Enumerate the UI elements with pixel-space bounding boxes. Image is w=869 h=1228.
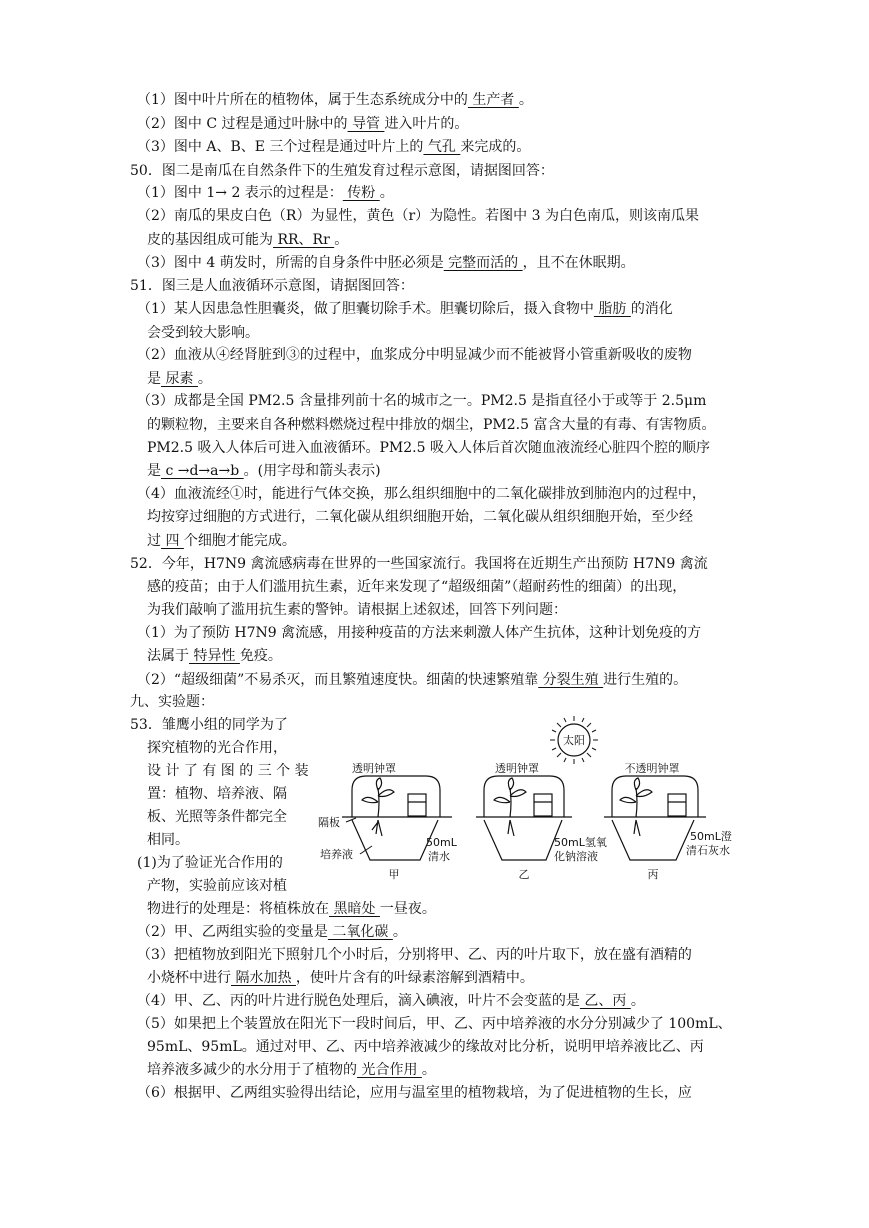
text-line bbox=[147, 576, 686, 598]
text-segment: 的消化 bbox=[630, 301, 673, 317]
text-segment: 九、实验题： bbox=[130, 694, 214, 710]
sun-label: 太阳 bbox=[563, 734, 585, 747]
text-segment: （3）图中 4 萌发时，所需的自身条件中胚必须是 bbox=[137, 255, 444, 271]
text-line bbox=[147, 1036, 704, 1058]
cover-label-bing: 不透明钟罩 bbox=[624, 762, 680, 775]
text-segment: （2）血液从④经肾脏到③的过程中，血浆成分中明显减少而不能被肾小管重新吸收的废物 bbox=[137, 347, 692, 363]
text-line bbox=[137, 136, 530, 158]
text-segment: 。 bbox=[518, 92, 533, 108]
text-segment: 一昼夜。 bbox=[379, 901, 436, 917]
text-line bbox=[147, 898, 436, 920]
text-line bbox=[137, 113, 468, 135]
text-segment: 。 bbox=[334, 232, 349, 248]
answer-blank: 四 bbox=[161, 533, 184, 549]
answer-blank: 导管 bbox=[347, 116, 385, 132]
text-line bbox=[147, 322, 259, 344]
text-segment: 物进行的处理是：将植株放在 bbox=[147, 901, 329, 917]
text-segment: 设 计 了 有 图 的 三 个 装 bbox=[147, 763, 309, 779]
text-segment: （1）图中叶片所在的植物体，属于生态系统成分中的 bbox=[137, 92, 468, 108]
text-line bbox=[137, 182, 394, 204]
text-line bbox=[147, 875, 287, 897]
text-segment: （1）为了预防 H7N9 禽流感，用接种疫苗的方法来刺激人体产生抗体，这种计划免疫的方 bbox=[137, 625, 702, 641]
text-line bbox=[137, 344, 692, 366]
text-segment: 小烧杯中进行 bbox=[147, 970, 231, 986]
text-line bbox=[130, 160, 554, 182]
text-segment: 53．雏鹰小组的同学为了 bbox=[130, 717, 288, 733]
text-line bbox=[137, 990, 645, 1012]
answer-blank: 气孔 bbox=[423, 139, 461, 155]
group-label-jia: 甲 bbox=[388, 868, 400, 881]
text-line bbox=[147, 1059, 436, 1081]
text-segment: 个细胞才能完成。 bbox=[183, 533, 296, 549]
text-line bbox=[147, 829, 189, 851]
text-segment: 进行生殖的。 bbox=[603, 672, 688, 688]
text-segment: （3）图中 A、B、E 三个过程是通过叶片上的 bbox=[137, 139, 424, 155]
text-line bbox=[147, 645, 282, 667]
text-line bbox=[147, 806, 287, 828]
text-segment: （4）血液流经①时，能进行气体交换，那么组织细胞中的二氧化碳排放到肺泡内的过程中， bbox=[137, 486, 706, 502]
text-segment: （5）如果把上个装置放在阳光下一段时间后，甲、乙、丙中培养液的水分分别减少了 100mL、 bbox=[137, 1016, 732, 1032]
cover-label-yi: 透明钟罩 bbox=[495, 762, 539, 775]
text-line bbox=[147, 530, 296, 552]
text-segment: （1）某人因患急性胆囊炎，做了胆囊切除手术。胆囊切除后，摄入食物中 bbox=[137, 301, 594, 317]
text-segment: 探究植物的光合作用， bbox=[147, 740, 287, 756]
text-segment: 过 bbox=[147, 533, 161, 549]
answer-blank: 黑暗处 bbox=[329, 901, 380, 917]
text-segment: （2）甲、乙两组实验的变量是 bbox=[137, 924, 328, 940]
text-line bbox=[147, 506, 693, 528]
text-line bbox=[147, 737, 287, 759]
text-segment: （1）图中 1→ 2 表示的过程是： bbox=[137, 185, 343, 201]
group-label-yi: 乙 bbox=[518, 868, 530, 881]
text-line bbox=[147, 967, 534, 989]
answer-blank: 特异性 bbox=[189, 648, 240, 664]
text-segment: （6）根据甲、乙两组实验得出结论，应用与温室里的植物栽培，为了促进植物的生长，应 bbox=[137, 1085, 692, 1101]
text-line bbox=[137, 205, 699, 227]
text-line bbox=[147, 437, 710, 459]
text-segment: 51．图三是人血液循环示意图，请据图回答： bbox=[130, 278, 414, 294]
text-segment: 是 bbox=[147, 371, 161, 387]
text-segment: 培养液多减少的水分用于了植物的 bbox=[147, 1062, 357, 1078]
text-line bbox=[137, 298, 673, 320]
liquid-label-yi-2: 化钠溶液 bbox=[554, 850, 598, 863]
text-segment: 板、光照等条件都完全 bbox=[147, 809, 287, 825]
text-line bbox=[137, 1013, 732, 1035]
text-line bbox=[137, 622, 701, 644]
experiment-figure bbox=[312, 712, 752, 882]
text-segment: (1)为了验证光合作用的 bbox=[137, 855, 283, 871]
text-segment: （3）把植物放到阳光下照射几个小时后，分别将甲、乙、丙的叶片取下，放在盛有酒精的 bbox=[137, 947, 692, 963]
text-segment: 95mL、95mL。通过对甲、乙、丙中培养液减少的缘故对比分析，说明甲培养液比乙、丙 bbox=[147, 1039, 704, 1055]
text-segment: 为我们敲响了滥用抗生素的警钟。请根据上述叙述，回答下列问题： bbox=[147, 602, 567, 618]
text-segment: 50．图二是南瓜在自然条件下的生殖发育过程示意图，请据图回答： bbox=[130, 163, 554, 179]
answer-blank: 分裂生殖 bbox=[538, 672, 604, 688]
text-segment: 法属于 bbox=[147, 648, 189, 664]
text-segment: ，且不在休眠期。 bbox=[522, 255, 635, 271]
answer-blank: 隔水加热 bbox=[231, 970, 296, 986]
text-line bbox=[137, 944, 692, 966]
text-line bbox=[147, 368, 212, 390]
cover-label-jia: 透明钟罩 bbox=[352, 762, 396, 775]
text-segment: （3）成都是全国 PM2.5 含量排列前十名的城市之一。PM2.5 是指直径小于或等于 2.5μm bbox=[137, 393, 707, 409]
text-line bbox=[147, 599, 567, 621]
text-segment: （2）南瓜的果皮白色（R）为显性，黄色（r）为隐性。若图中 3 为白色南瓜，则该南瓜果 bbox=[137, 208, 699, 224]
text-line bbox=[130, 691, 214, 713]
text-segment: 来完成的。 bbox=[460, 139, 531, 155]
text-line bbox=[137, 1082, 692, 1104]
liquid-label-jia-2: 清水 bbox=[428, 850, 450, 863]
text-segment: 。 bbox=[630, 993, 645, 1009]
text-segment: 产物，实验前应该对植 bbox=[147, 878, 287, 894]
text-segment: 。 bbox=[379, 185, 394, 201]
answer-blank: RR、Rr bbox=[273, 232, 335, 248]
text-line bbox=[137, 669, 687, 691]
text-segment: 置：植物、培养液、隔 bbox=[147, 786, 287, 802]
text-line bbox=[137, 852, 283, 874]
text-line bbox=[147, 760, 309, 782]
answer-blank: 乙、丙 bbox=[579, 993, 631, 1009]
text-segment: 感的疫苗；由于人们滥用抗生素，近年来发现了“超级细菌”（超耐药性的细菌）的出现， bbox=[147, 579, 687, 595]
text-segment: 的颗粒物，主要来自各种燃料燃烧过程中排放的烟尘，PM2.5 富含大量的有毒、有害物质。 bbox=[147, 417, 716, 433]
liquid-label-bing-2: 清石灰水 bbox=[686, 844, 730, 857]
text-segment: （2）图中 C 过程是通过叶脉中的 bbox=[137, 116, 348, 132]
text-segment: 。 bbox=[421, 1062, 436, 1078]
text-line bbox=[130, 275, 414, 297]
text-segment: 相同。 bbox=[147, 832, 189, 848]
answer-blank: 完整而活的 bbox=[443, 255, 523, 271]
text-line bbox=[130, 714, 288, 736]
text-segment: ，使叶片含有的叶绿素溶解到酒精中。 bbox=[295, 970, 534, 986]
answer-blank: 脂肪 bbox=[593, 301, 631, 317]
text-line bbox=[130, 553, 708, 575]
text-line bbox=[137, 252, 635, 274]
answer-blank: 尿素 bbox=[161, 371, 198, 387]
liquid-label-yi-1: 50mL氢氧 bbox=[554, 836, 607, 849]
answer-blank: 生产者 bbox=[467, 92, 519, 108]
text-segment: 皮的基因组成可能为 bbox=[147, 232, 273, 248]
text-line bbox=[137, 89, 533, 111]
text-segment: （2）“超级细菌”不易杀灭，而且繁殖速度快。细菌的快速繁殖靠 bbox=[137, 672, 539, 688]
text-segment: （4）甲、乙、丙的叶片进行脱色处理后，滴入碘液，叶片不会变蓝的是 bbox=[137, 993, 580, 1009]
answer-blank: 传粉 bbox=[342, 185, 380, 201]
text-segment: 均按穿过细胞的方式进行，二氧化碳从组织细胞开始，二氧化碳从组织细胞开始，至少经 bbox=[147, 509, 693, 525]
answer-blank: c →d→a→b bbox=[161, 463, 244, 479]
text-segment: 。 bbox=[392, 924, 407, 940]
text-line bbox=[147, 229, 348, 251]
text-segment: PM2.5 吸入人体后可进入血液循环。PM2.5 吸入人体后首次随血液流经心脏四个腔的顺序 bbox=[147, 440, 710, 456]
text-segment: 52．今年，H7N9 禽流感病毒在世界的一些国家流行。我国将在近期生产出预防 H7N9 禽流 bbox=[130, 556, 708, 572]
text-line bbox=[137, 921, 407, 943]
text-segment: 免疫。 bbox=[239, 648, 282, 664]
text-line bbox=[147, 414, 715, 436]
group-label-bing: 丙 bbox=[647, 868, 659, 881]
liquid-label-jia-1: 50mL bbox=[426, 836, 457, 849]
text-segment: 会受到较大影响。 bbox=[147, 325, 259, 341]
partition-label: 隔板 bbox=[318, 816, 340, 829]
text-line bbox=[137, 483, 706, 505]
text-line bbox=[147, 460, 381, 482]
text-segment: 。 bbox=[197, 371, 212, 387]
experiment-diagram bbox=[312, 712, 752, 882]
answer-blank: 二氧化碳 bbox=[327, 924, 393, 940]
text-segment: 进入叶片的。 bbox=[384, 116, 469, 132]
answer-blank: 光合作用 bbox=[357, 1062, 422, 1078]
text-segment: 是 bbox=[147, 463, 161, 479]
text-line bbox=[147, 783, 287, 805]
liquid-label-bing-1: 50mL澄 bbox=[690, 830, 732, 843]
text-segment: 。(用字母和箭头表示) bbox=[243, 463, 381, 479]
text-line bbox=[137, 390, 706, 412]
medium-label: 培养液 bbox=[320, 848, 353, 861]
